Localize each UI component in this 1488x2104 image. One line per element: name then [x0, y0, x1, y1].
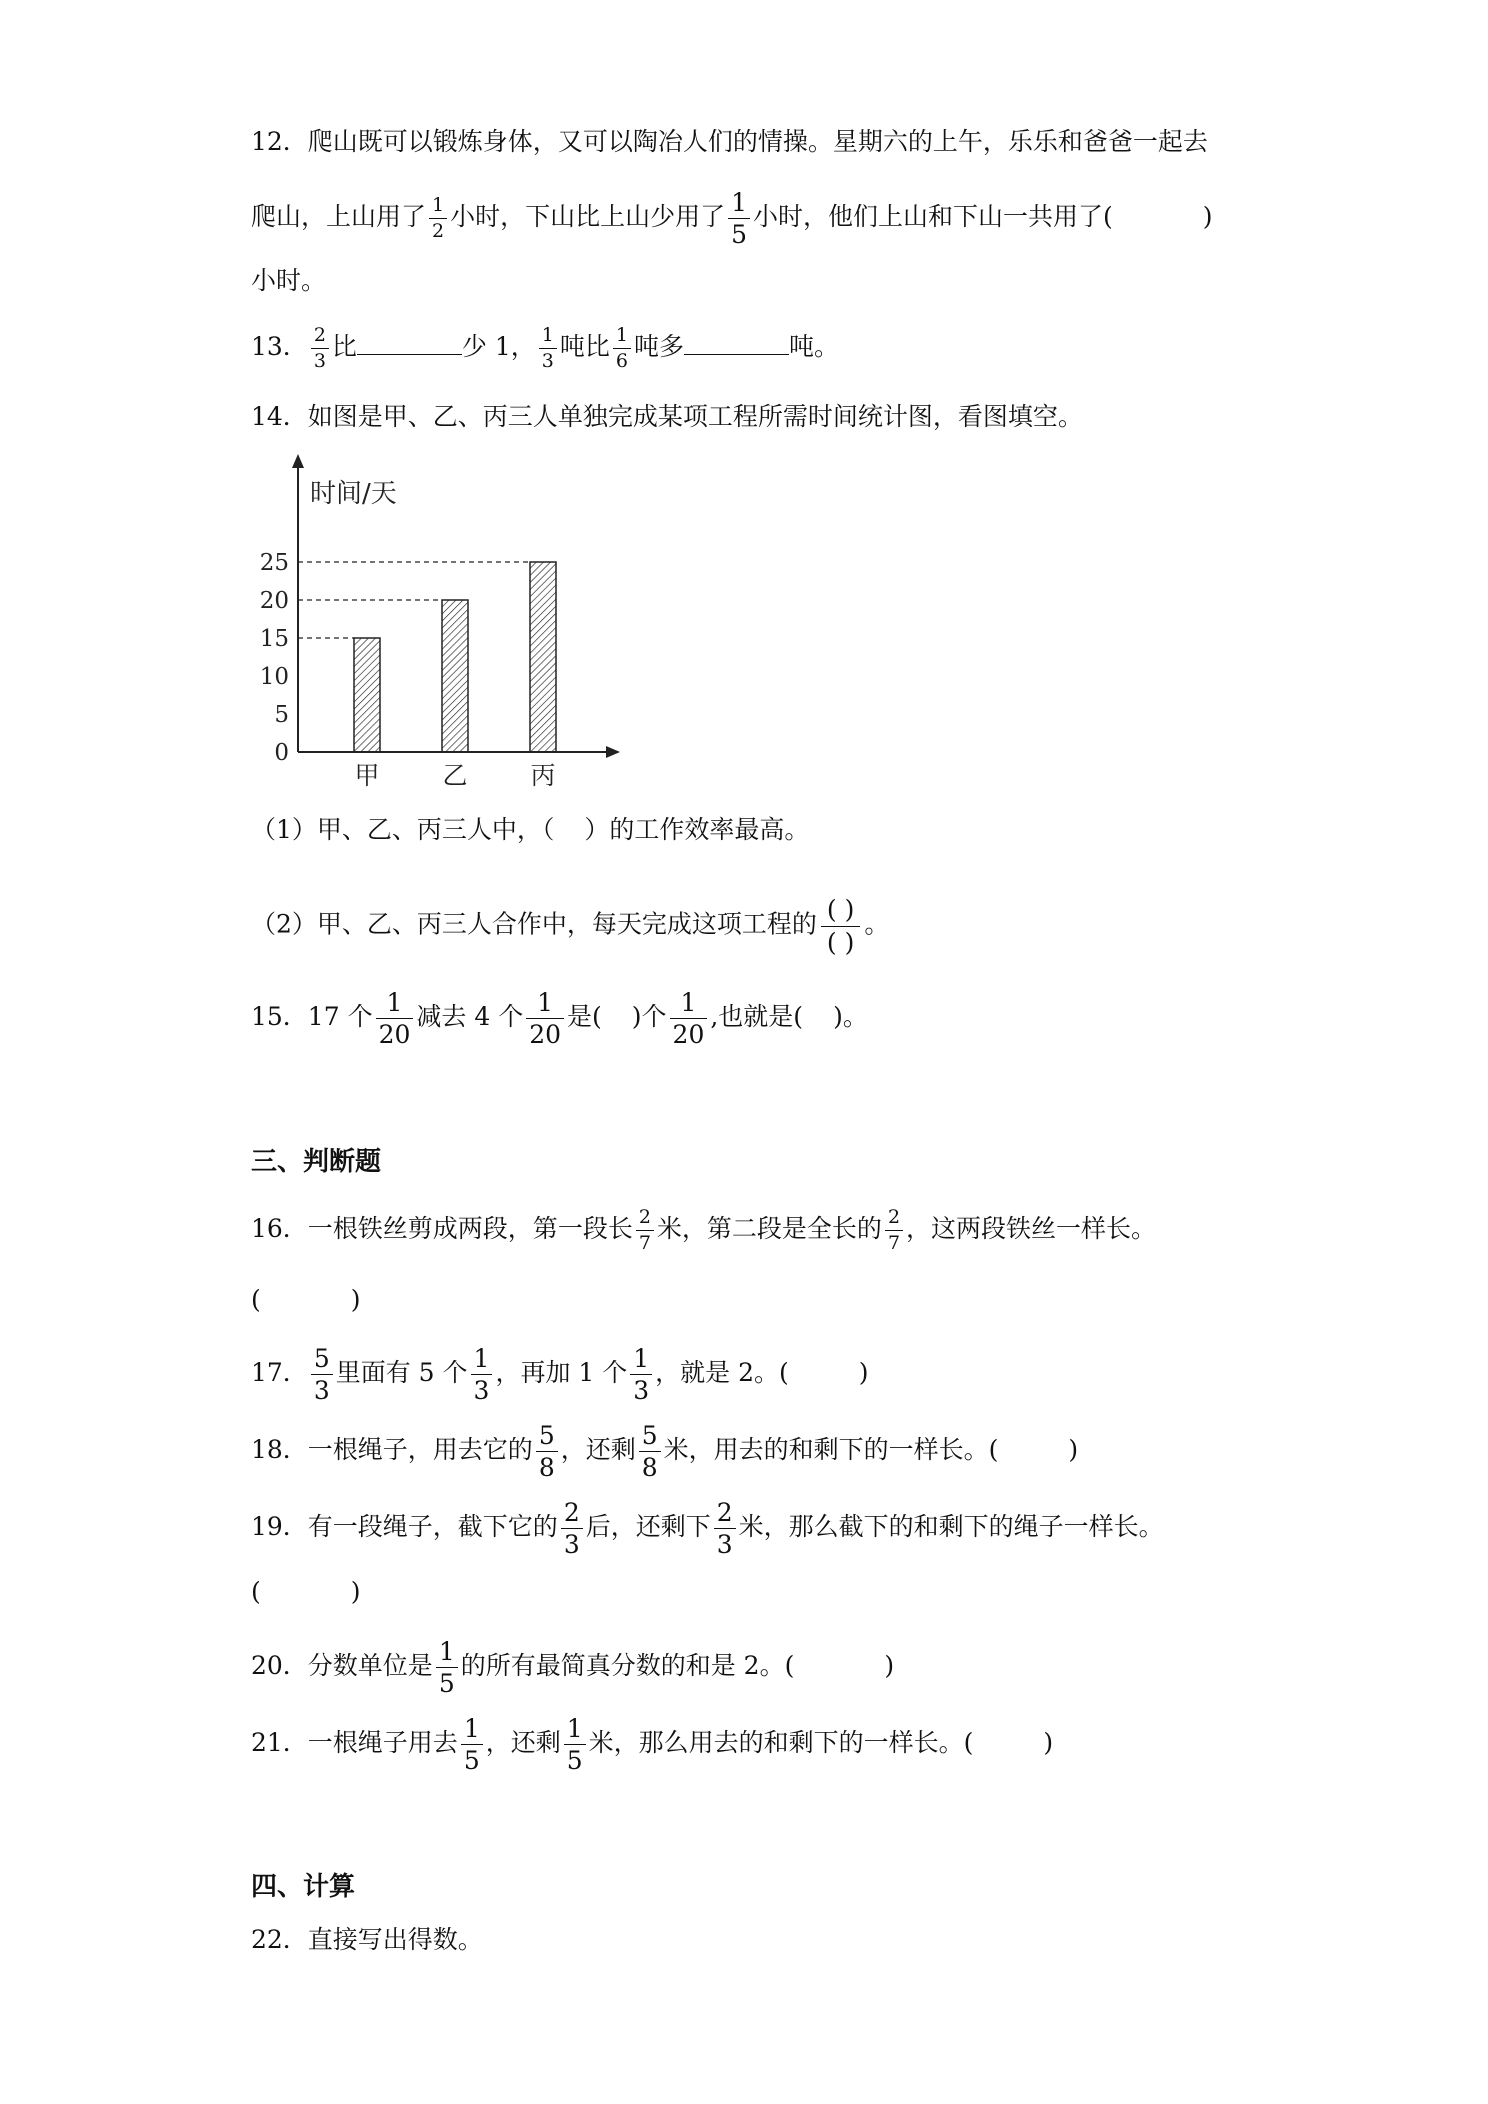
q20-text: ): [884, 1651, 895, 1680]
chart-bars: [354, 562, 556, 752]
chart-x-labels: [354, 761, 555, 790]
q12-line1: [251, 122, 1208, 162]
chart-ylabel: 时间/天: [310, 479, 397, 509]
q16-answer[interactable]: ( ): [251, 1285, 361, 1314]
q15-text: 是(: [567, 1002, 602, 1031]
fraction: $\frac{2}{3}$: [311, 326, 329, 371]
q20-text: 的所有最简真分数的和是 2。(: [460, 1651, 795, 1680]
q17-text: ，就是 2。(: [655, 1358, 789, 1387]
q21-line: [251, 1716, 1053, 1773]
fraction: $\frac{5}{8}$: [639, 1423, 661, 1480]
q18-text: 米，用去的和剩下的一样长。(: [663, 1435, 999, 1464]
fraction: $\frac{1}{6}$: [613, 326, 631, 371]
q13-number: 13．: [251, 332, 308, 361]
q13-text: 比: [331, 332, 357, 361]
q19-line: [251, 1500, 1164, 1557]
chart-y-tick-label: 0: [274, 740, 289, 766]
fraction: $\frac{1}{20}$: [376, 990, 414, 1047]
q21-text: ，还剩: [485, 1728, 561, 1757]
chart-bar: [530, 562, 556, 752]
q15-line: [251, 990, 868, 1047]
q16-line: [251, 1208, 1156, 1253]
q21-text: 米，那么用去的和剩下的一样长。(: [588, 1728, 974, 1757]
chart-bar: [442, 600, 468, 752]
section-heading-judgement: 三、判断题: [251, 1147, 382, 1177]
q19-answer[interactable]: ( ): [251, 1577, 361, 1606]
chart-bar: [354, 638, 380, 752]
chart-x-label: 甲: [354, 761, 380, 790]
q13-line: [251, 326, 839, 371]
q17-text: 里面有 5 个: [335, 1358, 468, 1387]
fraction: $\frac{1}{3}$: [471, 1346, 493, 1403]
q18-text: ): [1068, 1435, 1079, 1464]
section-heading-calculation: 四、计算: [251, 1872, 356, 1902]
q14-sub2: [251, 896, 889, 956]
fraction: $\frac{1}{5}$: [728, 190, 750, 247]
q12-text-2c: 小时，他们上山和下山一共用了(: [753, 202, 1113, 231]
answer-blank[interactable]: [684, 328, 789, 355]
q16-text: 米，第二段是全长的: [656, 1214, 882, 1243]
fraction: $\frac{2}{7}$: [636, 1208, 654, 1253]
q20-text: 20．分数单位是: [251, 1651, 433, 1680]
fraction: $\frac{2}{3}$: [714, 1500, 736, 1557]
chart-y-tick-label: 15: [259, 626, 289, 652]
q14-sub1-text: ）的工作效率最高。: [584, 815, 810, 844]
answer-blank[interactable]: [357, 328, 462, 355]
bar-chart: [250, 452, 630, 802]
q22-text: 22．直接写出得数。: [251, 1925, 483, 1954]
fraction: $\frac{1}{5}$: [564, 1716, 586, 1773]
q19-text: 米，那么截下的和剩下的绳子一样长。: [738, 1512, 1164, 1541]
q19-text: 19．有一段绳子，截下它的: [251, 1512, 558, 1541]
q12-line2: [251, 190, 1213, 247]
q14-sub1: [251, 810, 809, 850]
q12-text-2a: 爬山，上山用了: [251, 202, 427, 231]
q21-text: ): [1043, 1728, 1054, 1757]
chart-y-ticks: [260, 550, 289, 766]
q19-text: 后，还剩下: [585, 1512, 711, 1541]
answer-fraction[interactable]: $\frac{( )}{( )}$: [821, 896, 860, 956]
chart-y-tick-label: 20: [259, 588, 289, 614]
q13-text: 吨。: [789, 332, 840, 361]
fraction: $\frac{1}{5}$: [461, 1716, 483, 1773]
q15-text: ,也就是(: [710, 1002, 804, 1031]
chart-x-axis-arrow: [606, 746, 620, 758]
q22-line: [251, 1920, 483, 1960]
q12-text-2d: ): [1202, 202, 1213, 231]
q12-text-2b: 小时，下山比上山少用了: [450, 202, 726, 231]
fraction: $\frac{1}{3}$: [539, 326, 557, 371]
q12-text-3: 小时。: [251, 266, 327, 295]
q14-sub2-text: 。: [864, 909, 890, 939]
q13-text: 少 1，: [461, 332, 536, 361]
fraction: $\frac{5}{3}$: [311, 1346, 333, 1403]
q17-text: ，再加 1 个: [495, 1358, 628, 1387]
q21-text: 21．一根绳子用去: [251, 1728, 458, 1757]
q20-line: [251, 1639, 894, 1696]
chart-x-label: 乙: [442, 761, 468, 790]
chart-x-label: 丙: [530, 761, 556, 790]
q15-text: 减去 4 个: [416, 1002, 524, 1031]
q16-text: ，这两段铁丝一样长。: [906, 1214, 1157, 1243]
q14-stem: [251, 397, 1083, 437]
chart-y-tick-label: 5: [274, 702, 289, 728]
q14-stem-text: 14．如图是甲、乙、丙三人单独完成某项工程所需时间统计图，看图填空。: [251, 402, 1083, 431]
fraction: $\frac{1}{5}$: [436, 1639, 458, 1696]
fraction: $\frac{2}{3}$: [561, 1500, 583, 1557]
q14-sub2-text: （2）甲、乙、丙三人合作中，每天完成这项工程的: [251, 909, 817, 939]
fraction: $\frac{1}{2}$: [429, 196, 447, 241]
fraction: $\frac{2}{7}$: [885, 1208, 903, 1253]
q12-text-1: 12．爬山既可以锻炼身体，又可以陶冶人们的情操。星期六的上午，乐乐和爸爸一起去: [251, 127, 1208, 156]
fraction: $\frac{1}{20}$: [526, 990, 564, 1047]
q14-sub1-text: （1）甲、乙、丙三人中，（: [251, 815, 555, 844]
q15-text: 15．17 个: [251, 1002, 373, 1031]
fraction: $\frac{1}{20}$: [670, 990, 708, 1047]
q17-line: [251, 1346, 869, 1403]
chart-y-axis-arrow: [292, 454, 304, 468]
q12-line3: [251, 261, 326, 301]
q17-text: ): [858, 1358, 869, 1387]
chart-y-tick-label: 25: [259, 550, 289, 576]
q18-text: 18．一根绳子，用去它的: [251, 1435, 533, 1464]
q18-text: ，还剩: [560, 1435, 636, 1464]
fraction: $\frac{5}{8}$: [536, 1423, 558, 1480]
q16-text: 16．一根铁丝剪成两段，第一段长: [251, 1214, 633, 1243]
q13-text: 吨多: [633, 332, 684, 361]
fraction: $\frac{1}{3}$: [630, 1346, 652, 1403]
q15-text: )。: [833, 1002, 868, 1031]
chart-guide-lines: [298, 562, 530, 638]
q13-text: 吨比: [559, 332, 610, 361]
chart-y-tick-label: 10: [259, 664, 289, 690]
q18-line: [251, 1423, 1078, 1480]
q17-number: 17．: [251, 1358, 308, 1387]
q15-text: )个: [631, 1002, 667, 1031]
